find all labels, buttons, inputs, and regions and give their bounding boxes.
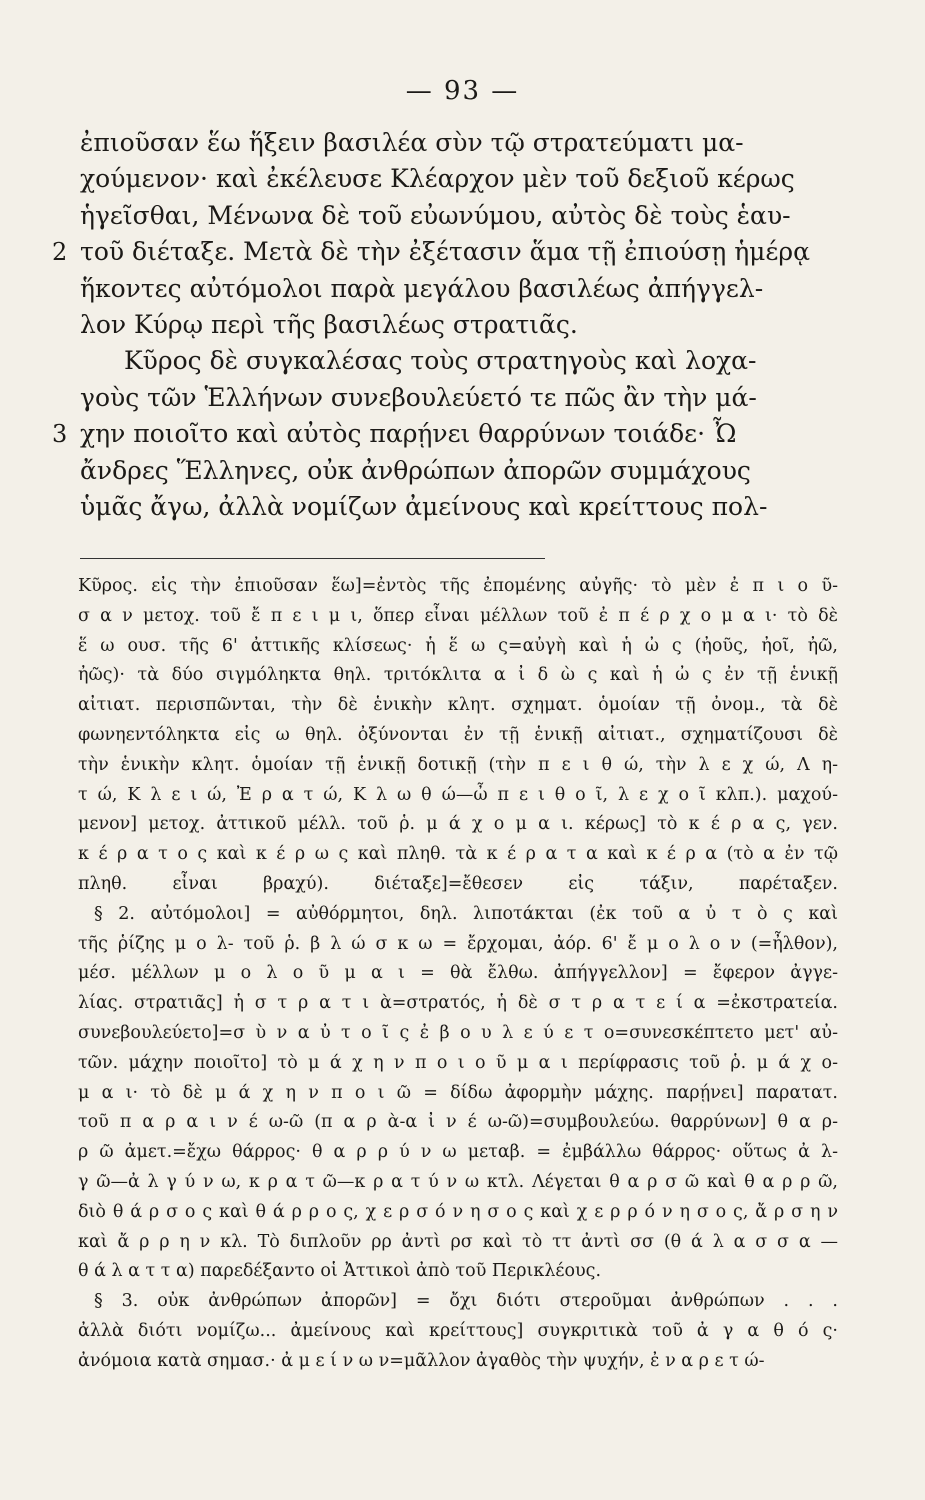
note-line: διὸ θ ά ρ σ ο ς καὶ θ ά ρ ρ ο ς, χ ε ρ σ ό ν η σ ο ς καὶ χ ε ρ ρ ό ν η σ ο ς, ἄ ρ σ η ν (78, 1201, 838, 1222)
footnote-divider (80, 558, 545, 559)
page-number: — 93 — (405, 76, 520, 106)
main-text-line (52, 125, 842, 161)
note-line: § 3. οὐκ ἀνθρώπων ἀπορῶν] = ὄχι διότι στεροῦμαι ἀνθρώπων . . . (94, 1291, 838, 1312)
main-text-line (52, 161, 842, 197)
note-line: ἀλλὰ διότι νομίζω... ἀμείνους καὶ κρείττους] συγκριτικὰ τοῦ ἀ γ α θ ό ς· (78, 1320, 838, 1341)
main-text-line (52, 416, 842, 452)
note-line: τῶν. μάχην ποιοῖτο] τὸ μ ά χ η ν π ο ι ο ῦ μ α ι περίφρασις τοῦ ῥ. μ ά χ ο- (78, 1052, 838, 1073)
main-text (52, 125, 842, 525)
section-marker: 3 (52, 420, 68, 449)
main-text-line (52, 453, 842, 489)
main-text-line-content: λον Κύρῳ περὶ τῆς βασιλέως στρατιᾶς. (80, 309, 578, 339)
note-line: κ έ ρ α τ ο ς καὶ κ έ ρ ω ς καὶ πληθ. τὰ κ έ ρ α τ α καὶ κ έ ρ α (τὸ α ἐν τῷ (78, 844, 838, 865)
note-line: τὴν ἑνικὴν κλητ. ὁμοίαν τῇ ἑνικῇ δοτικῇ (τὴν π ε ι θ ώ, τὴν λ ε χ ώ, Λ η- (78, 754, 838, 775)
main-text-line-content: γοὺς τῶν Ἑλλήνων συνεβουλεύετό τε πῶς ἂν τὴν μά- (80, 382, 757, 412)
note-line: μ α ι· τὸ δὲ μ ά χ η ν π ο ι ῶ = δίδω ἀφορμὴν μάχης. παρῄνει] παρατατ. (78, 1082, 838, 1103)
main-text-line-content: Κῦρος δὲ συγκαλέσας τοὺς στρατηγοὺς καὶ λοχα- (124, 346, 757, 376)
main-text-line (52, 489, 842, 525)
note-line: τοῦ π α ρ α ι ν έ ω-ῶ (π α ρ ὰ-α ἰ ν έ ω-ῶ)=συμβουλεύω. θαρρύνων] θ α ρ- (78, 1112, 838, 1133)
note-line: αἰτιατ. περισπῶνται, τὴν δὲ ἑνικὴν κλητ. σχηματ. ὁμοίαν τῇ ὀνομ., τὰ δὲ (78, 695, 838, 716)
note-line: συνεβουλεύετο]=σ ὺ ν α ὐ τ ο ῖ ς ἐ β ο υ λ ε ύ ε τ ο=συνεσκέπτετο μετ' αὐ- (78, 1022, 838, 1043)
main-text-line-content: ὑμᾶς ἄγω, ἀλλὰ νομίζων ἀμείνους καὶ κρείττους πολ- (80, 491, 768, 521)
main-text-line-content: χην ποιοῖτο καὶ αὐτὸς παρῄνει θαρρύνων τοιάδε· Ὦ (80, 419, 737, 449)
note-line: καὶ ἄ ρ ρ η ν κλ. Τὸ διπλοῦν ρρ ἀντὶ ρσ καὶ τὸ ττ ἀντὶ σσ (θ ά λ α σ σ α — (78, 1231, 838, 1252)
commentary-notes (78, 572, 838, 1377)
main-text-line-content: τοῦ διέταξε. Μετὰ δὲ τὴν ἐξέτασιν ἅμα τῇ ἐπιούσῃ ἡμέρᾳ (80, 237, 810, 267)
note-line: λίας. στρατιᾶς] ἡ σ τ ρ α τ ι ὰ=στρατός, ἡ δὲ σ τ ρ α τ ε ί α =ἐκστρατεία. (78, 993, 838, 1014)
main-text-line (52, 271, 842, 307)
note-line: ἀνόμοια κατὰ σημασ.· ἀ μ ε ί ν ω ν=μᾶλλον ἀγαθὸς τὴν ψυχήν, ἐ ν α ρ ε τ ώ- (78, 1350, 765, 1371)
main-text-line-content: ἡγεῖσθαι, Μένωνα δὲ τοῦ εὐωνύμου, αὐτὸς δὲ τοὺς ἑαυ- (80, 200, 791, 230)
note-line: τῆς ῥίζης μ ο λ- τοῦ ῥ. β λ ώ σ κ ω = ἔρχομαι, ἀόρ. 6' ἔ μ ο λ ο ν (=ἦλθον), (78, 933, 838, 954)
note-line: ρ ῶ ἀμετ.=ἔχω θάρρος· θ α ρ ρ ύ ν ω μεταβ. = ἐμβάλλω θάρρος· οὕτως ἀ λ- (78, 1142, 838, 1163)
main-text-line (52, 234, 842, 270)
note-line: σ α ν μετοχ. τοῦ ἔ π ε ι μ ι, ὅπερ εἶναι μέλλων τοῦ ἐ π έ ρ χ ο μ α ι· τὸ δὲ (78, 605, 838, 626)
note-line: γ ῶ—ἀ λ γ ύ ν ω, κ ρ α τ ῶ—κ ρ α τ ύ ν ω κτλ. Λέγεται θ α ρ σ ῶ καὶ θ α ρ ρ ῶ, (78, 1171, 838, 1192)
main-text-line (52, 380, 842, 416)
note-line: πληθ. εἶναι βραχύ). διέταξε]=ἔθεσεν εἰς τάξιν, παρέταξεν. (78, 873, 838, 894)
main-text-line (52, 343, 842, 379)
main-text-line-content: χούμενον· καὶ ἐκέλευσε Κλέαρχον μὲν τοῦ δεξιοῦ κέρως (80, 164, 795, 194)
section-marker: 2 (52, 238, 68, 267)
main-text-line-content: ἐπιοῦσαν ἕω ἥξειν βασιλέα σὺν τῷ στρατεύματι μα- (80, 128, 744, 157)
main-text-line (52, 307, 842, 343)
note-line: μενον] μετοχ. ἀττικοῦ μέλλ. τοῦ ῥ. μ ά χ ο μ α ι. κέρως] τὸ κ έ ρ α ς, γεν. (78, 814, 838, 835)
main-text-line (52, 198, 842, 234)
note-line: ἕ ω ουσ. τῆς 6' ἀττικῆς κλίσεως· ἡ ἕ ω ς=αὐγὴ καὶ ἡ ὠ ς (ἠοῦς, ἠοῖ, ἠῶ, (78, 635, 838, 656)
note-line: φωνηεντόληκτα εἰς ω θηλ. ὀξύνονται ἐν τῇ ἑνικῇ αἰτιατ., σχηματίζουσι δὲ (78, 724, 838, 745)
note-line: Κῦρος. εἰς τὴν ἐπιοῦσαν ἕω]=ἐντὸς τῆς ἐπομένης αὐγῆς· τὸ μὲν ἐ π ι ο ῦ- (78, 576, 838, 596)
note-line: μέσ. μέλλων μ ο λ ο ῦ μ α ι = θὰ ἔλθω. ἀπήγγελλον] = ἔφερον ἀγγε- (78, 963, 838, 984)
note-line: § 2. αὐτόμολοι] = αὐθόρμητοι, δηλ. λιποτάκται (ἐκ τοῦ α ὐ τ ὸ ς καὶ (94, 903, 838, 924)
note-line: θ ά λ α τ τ α) παρεδέξαντο οἱ Ἀττικοὶ ἀπὸ τοῦ Περικλέους. (78, 1261, 602, 1282)
note-line: ἠῶς)· τὰ δύο σιγμόληκτα θηλ. τριτόκλιτα α ἰ δ ὼ ς καὶ ἡ ὠ ς ἐν τῇ ἑνικῇ (78, 665, 838, 686)
note-line: τ ώ, Κ λ ε ι ώ, Ἐ ρ α τ ώ, Κ λ ω θ ώ—ὦ π ε ι θ ο ῖ, λ ε χ ο ῖ κλπ.). μαχού- (78, 784, 838, 805)
main-text-line-content: ἄνδρες Ἕλληνες, οὐκ ἀνθρώπων ἀπορῶν συμμάχους (80, 455, 751, 485)
main-text-line-content: ἥκοντες αὐτόμολοι παρὰ μεγάλου βασιλέως ἀπήγγελ- (80, 273, 764, 303)
